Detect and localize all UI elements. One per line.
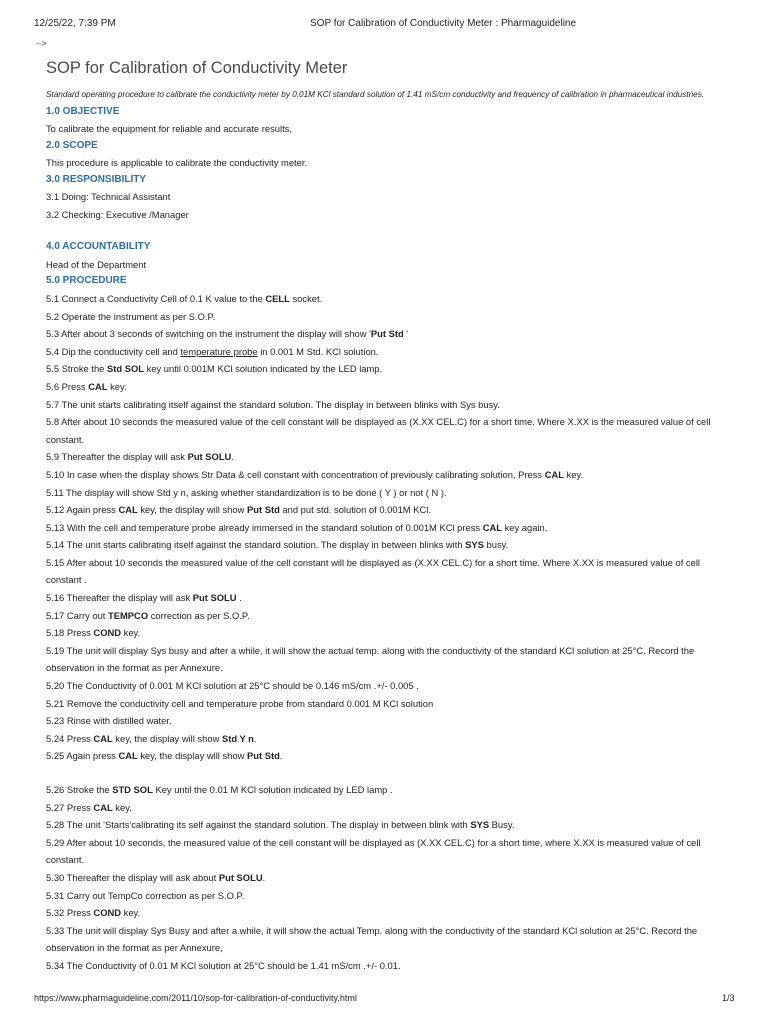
procedure-step: 5.33 The unit will display Sys Busy and after a while, it will show the actual Temp. along with the conductivity of the standard KCl solution at 25°C. Record the observation in the format as per Annexure, bbox=[46, 924, 698, 954]
procedure-step: 5.31 Carry out TempCo correction as per S.O.P. bbox=[46, 889, 245, 901]
procedure-step: 5.27 Press CAL key. bbox=[46, 801, 132, 813]
scope-text: This procedure is applicable to calibrate the conductivity meter. bbox=[46, 157, 308, 169]
objective-text: To calibrate the equipment for reliable and accurate results. bbox=[46, 123, 292, 134]
accountability-text: Head of the Department bbox=[46, 258, 147, 270]
procedure-step: 5.12 Again press CAL key, the display will show Put Std and put std. solution of 0.001M KCl. bbox=[46, 504, 431, 516]
procedure-step: 5.13 With the cell and temperature probe already immersed in the standard solution of 0.001M KCl press CAL key again. bbox=[46, 521, 548, 533]
procedure-step: 5.25 Again press CAL key, the display will show Put Std. bbox=[46, 750, 283, 762]
page-number: 1/3 bbox=[722, 993, 735, 1003]
document-body bbox=[46, 58, 718, 975]
procedure-step: 5.18 Press COND key. bbox=[46, 627, 141, 639]
procedure-step: 5.11 The display will show Std y n, asking whether standardization is to be done ( Y ) or not ( N ). bbox=[46, 486, 447, 498]
responsibility-item: 3.1 Doing: Technical Assistant bbox=[46, 191, 171, 203]
procedure-step: 5.17 Carry out TEMPCO correction as per S.O.P. bbox=[46, 609, 250, 621]
procedure-step: 5.26 Stroke the STD SOL Key until the 0.01 M KCl solution indicated by LED lamp . bbox=[46, 784, 393, 795]
procedure-step: 5.23 Rinse with distilled water. bbox=[46, 715, 172, 727]
accountability-heading: 4.0 ACCOUNTABILITY bbox=[46, 241, 151, 253]
objective-heading: 1.0 OBJECTIVE bbox=[46, 105, 120, 117]
procedure-step: 5.34 The Conductivity of 0.01 M KCl solution at 25°C should be 1.41 mS/cm .+/- 0.01. bbox=[46, 959, 401, 971]
procedure-step: 5.7 The unit starts calibrating itself against the standard solution. The display in between blinks with Sys busy. bbox=[46, 398, 500, 410]
print-page-title: SOP for Calibration of Conductivity Meter : Pharmaguideline bbox=[310, 18, 577, 29]
print-datetime: 12/25/22, 7:39 PM bbox=[34, 18, 116, 29]
print-url: https://www.pharmaguideline.com/2011/10/sop-for-calibration-of-conductivity.html bbox=[34, 993, 357, 1003]
intro-text: Standard operating procedure to calibrate the conductivity meter by 0.01M KCl standard solution of 1.41 mS/cm conductivity and frequency of calibration in pharmaceutical industries. bbox=[46, 90, 705, 99]
procedure-step: 5.15 After about 10 seconds the measured value of the cell constant will be displayed as (X.XX CEL.C) for a short time. Where X.XX is measured value of cell constant . bbox=[46, 556, 700, 586]
procedure-step: 5.16 Thereafter the display will ask Put SOLU . bbox=[46, 592, 242, 604]
procedure-step: 5.5 Stroke the Std SOL key until 0.001M KCl solution indicated by the LED lamp. bbox=[46, 363, 383, 375]
procedure-step: 5.20 The Conductivity of 0.001 M KCl solution at 25°C should be 0.146 mS/cm .+/- 0.005 . bbox=[46, 680, 419, 692]
procedure-step: 5.4 Dip the conductivity cell and temperature probe in 0.001 M Std. KCl solution. bbox=[46, 345, 379, 357]
responsibility-item: 3.2 Checking: Executive /Manager bbox=[46, 208, 189, 220]
procedure-step: 5.2 Operate the instrument as per S.O.P. bbox=[46, 310, 216, 322]
scope-heading: 2.0 SCOPE bbox=[46, 139, 98, 151]
procedure-step: 5.9 Thereafter the display will ask Put SOLU. bbox=[46, 451, 234, 463]
procedure-step: 5.10 In case when the display shows Str Data & cell constant with concentration of previously calibrating solution, Press CAL key. bbox=[46, 468, 584, 480]
procedure-step: 5.6 Press CAL key. bbox=[46, 380, 127, 392]
procedure-step: 5.21 Remove the conductivity cell and temperature probe from standard 0.001 M KCl solution bbox=[46, 697, 434, 709]
responsibility-heading: 3.0 RESPONSIBILITY bbox=[46, 173, 147, 185]
procedure-heading: 5.0 PROCEDURE bbox=[46, 275, 127, 287]
procedure-step: 5.24 Press CAL key, the display will show Std Y n. bbox=[46, 732, 257, 744]
arrow-marker: --> bbox=[36, 38, 47, 48]
procedure-step: 5.19 The unit will display Sys busy and after a while, it will show the actual temp. along with the conductivity of the standard KCl solution at 25°C. Record the observation in the format as per Annexure. bbox=[46, 644, 695, 674]
temperature-probe-link[interactable]: temperature probe bbox=[180, 345, 258, 357]
procedure-step: 5.1 Connect a Conductivity Cell of 0.1 K value to the CELL socket. bbox=[46, 292, 323, 304]
procedure-step: 5.28 The unit 'Starts'calibrating its self against the standard solution. The display in between blink with SYS Busy. bbox=[46, 819, 515, 831]
procedure-step: 5.32 Press COND key. bbox=[46, 907, 141, 919]
document-title: SOP for Calibration of Conductivity Meter bbox=[46, 59, 348, 77]
procedure-step: 5.29 After about 10 seconds, the measured value of the cell constant will be displayed as (X.XX CEL.C) for a short time, where X.XX is measured value of cell constant. bbox=[46, 836, 701, 866]
procedure-step: 5.30 Thereafter the display will ask about Put SOLU. bbox=[46, 871, 266, 883]
procedure-step: 5.14 The unit starts calibrating itself against the standard solution. The display in between blinks with SYS busy. bbox=[46, 539, 509, 551]
procedure-step: 5.3 After about 3 seconds of switching on the instrument the display will show 'Put Std ' bbox=[46, 328, 409, 340]
procedure-step: 5.8 After about 10 seconds the measured value of the cell constant will be displayed as (X.XX CEL.C) for a short time. Where X.XX is the measured value of cell constant. bbox=[46, 416, 711, 445]
